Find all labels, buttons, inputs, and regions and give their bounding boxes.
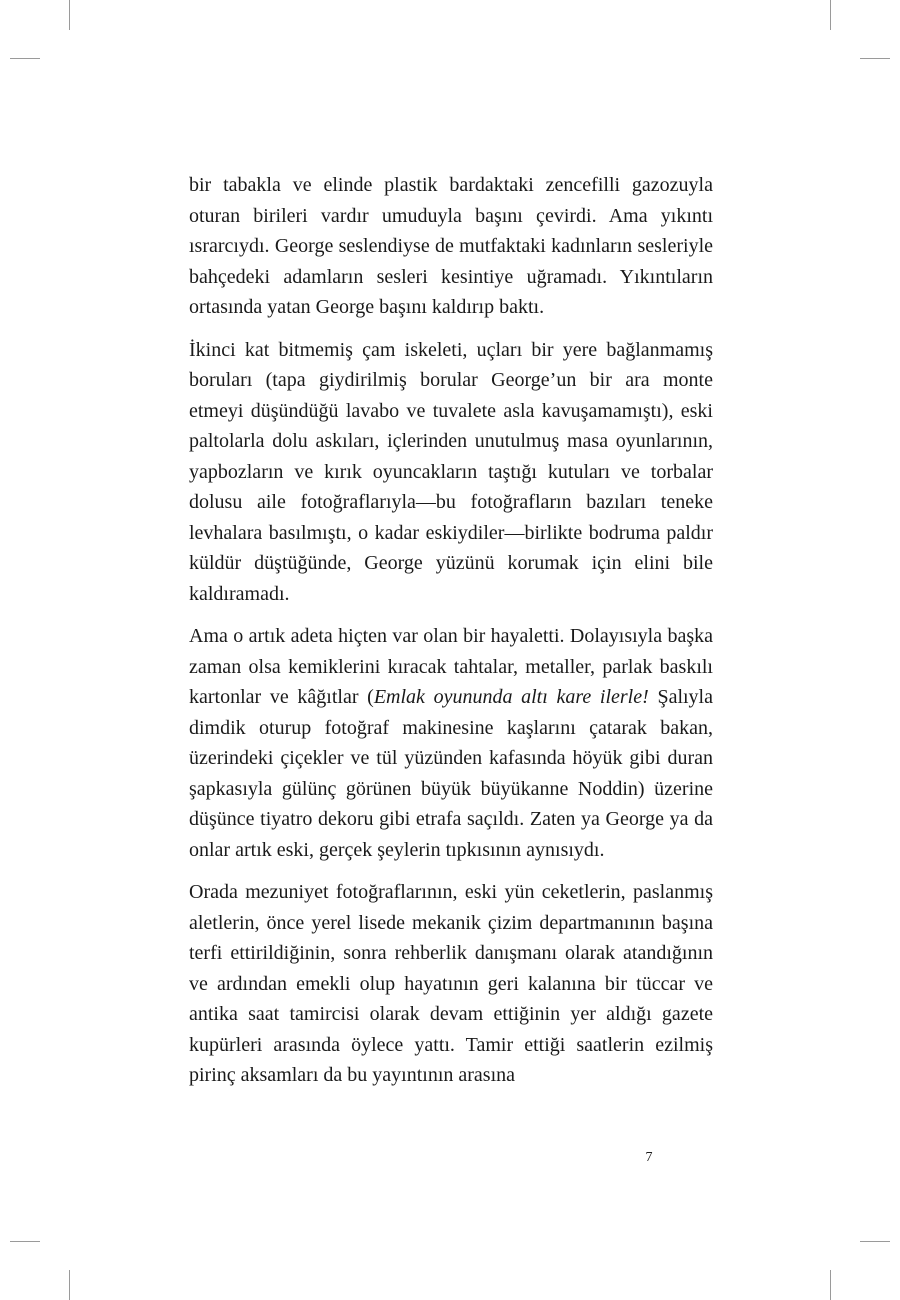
paragraph xyxy=(189,621,713,865)
italic-phrase: Emlak oyununda altı kare ilerle! xyxy=(373,686,649,708)
crop-mark-bottom-left xyxy=(69,1270,70,1300)
page-number: 7 xyxy=(645,1150,653,1165)
paragraph-text: Orada mezuniyet fotoğraflarının, eski yün ceketlerin, paslanmış aletlerin, önce yerel lisede mekanik çizim departmanının başına terfi ettirildiğinin, sonra rehberlik danışmanı olarak atandığının ve ardından emekli olup hayatının geri kalanına bir tüccar ve antika saat tamircisi olarak devam ettiğinin yer aldığı gazete kupürleri arasında öylece yattı. Tamir ettiği saatlerin ezilmiş pirinç aksamları da bu yayıntının arasına xyxy=(189,881,713,1086)
paragraph-text: bir tabakla ve elinde plastik bardaktaki zencefilli gazozuyla oturan birileri vardır umuduyla başını çevirdi. Ama yıkıntı ısrarcıydı. George seslendiyse de mutfaktaki kadınların sesleriyle bahçedeki adamların sesleri kesintiye uğramadı. Yıkıntıların ortasında yatan George başını kaldırıp baktı. xyxy=(189,174,713,318)
body-text xyxy=(189,170,713,1103)
paragraph-text: İkinci kat bitmemiş çam iskeleti, uçları bir yere bağlanmamış boruları (tapa giydirilmiş borular George’un bir ara monte etmeyi düşündüğü lavabo ve tuvalete asla kavuşamamıştı), eski paltolarla dolu askıları, içlerinden unutulmuş masa oyunlarının, yapbozların ve kırık oyuncakların taştığı kutuları ve torbalar dolusu aile fotoğraflarıyla—bu fotoğrafların bazıları teneke levhalara basılmıştı, o kadar eskiydiler—birlikte bodruma paldır küldür düştüğünde, George yüzünü korumak için elini bile kaldıramadı. xyxy=(189,338,713,605)
paragraph-text: Ama o artık adeta hiçten var olan bir hayaletti. Dolayısıyla başka zaman olsa kemiklerini kıracak tahtalar, metaller, parlak baskılı kartonlar ve kâğıtlar ( xyxy=(189,625,713,708)
crop-mark-top-left xyxy=(69,0,70,30)
crop-mark-bottom-right xyxy=(830,1270,831,1300)
crop-mark-right-bottom xyxy=(860,1241,890,1242)
crop-mark-left-top xyxy=(10,58,40,59)
crop-mark-right-top xyxy=(860,58,890,59)
paragraph-text: Şalıyla dimdik oturup fotoğraf makinesine kaşlarını çatarak bakan, üzerindeki çiçekler ve tül yüzünden kafasında höyük gibi duran şapkasıyla gülünç görünen büyük büyükanne Noddin) üzerine düşünce tiyatro dekoru gibi etrafa saçıldı. Zaten ya George ya da onlar artık eski, gerçek şeylerin tıpkısının aynısıydı. xyxy=(189,686,713,861)
paragraph xyxy=(189,335,713,610)
paragraph xyxy=(189,877,713,1091)
paragraph xyxy=(189,170,713,323)
crop-mark-top-right xyxy=(830,0,831,30)
crop-mark-left-bottom xyxy=(10,1241,40,1242)
